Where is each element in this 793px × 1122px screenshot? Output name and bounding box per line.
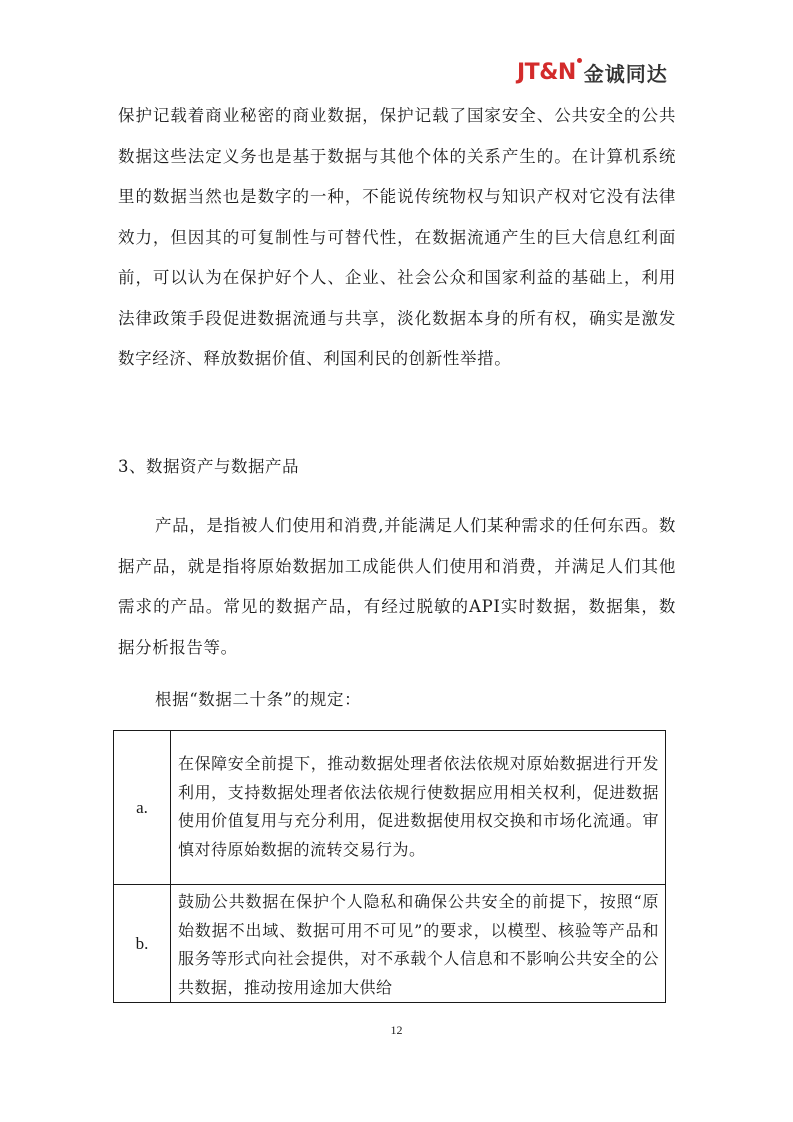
- paragraph-ownership: 保护记载着商业秘密的商业数据，保护记载了国家安全、公共安全的公共数据这些法定义务也是基于数据与其他个体的关系产生的。在计算机系统里的数据当然也是数字的一种，不能说传统物权与知识产权对它没有法律效力，但因其的可复制性与可替代性，在数据流通产生的巨大信息红利面前，可以认为在保护好个人、企业、社会公众和国家利益的基础上，利用法律政策手段促进数据流通与共享，淡化数据本身的所有权，确实是激发数字经济、释放数据价值、利国利民的创新性举措。: [118, 106, 676, 368]
- logo-mark: JT&N: [517, 60, 576, 85]
- table-row: [114, 731, 666, 885]
- page-number: 12: [390, 1023, 403, 1037]
- regulation-table: [113, 730, 666, 1003]
- paragraph-regulation-intro: 根据“数据二十条”的规定：: [155, 690, 362, 709]
- table-row: [114, 885, 666, 1003]
- row-label: a.: [114, 731, 171, 885]
- logo-text: 金诚同达: [583, 61, 668, 86]
- paragraph-data-products: 产品，是指被人们使用和消费,并能满足人们某种需求的任何东西。数据产品，就是指将原始数据加工成能供人们使用和消费，并满足人们其他需求的产品。常见的数据产品，有经过脱敏的API实时数据，数据集，数据分析报告等。: [118, 516, 676, 657]
- row-label: b.: [114, 885, 171, 1003]
- row-text: 鼓励公共数据在保护个人隐私和确保公共安全的前提下，按照“原始数据不出域、数据可用不可见”的要求，以模型、核验等产品和服务等形式向社会提供，对不承载个人信息和不影响公共安全的公共数据，推动按用途加大供给: [171, 885, 666, 1003]
- brand-logo: [517, 58, 668, 86]
- section-heading: 3、数据资产与数据产品: [118, 457, 299, 476]
- logo-dot-icon: [577, 58, 582, 63]
- row-text: 在保障安全前提下，推动数据处理者依法依规对原始数据进行开发利用，支持数据处理者依法依规行使数据应用相关权利，促进数据使用价值复用与充分利用，促进数据使用权交换和市场化流通。审慎对待原始数据的流转交易行为。: [171, 731, 666, 885]
